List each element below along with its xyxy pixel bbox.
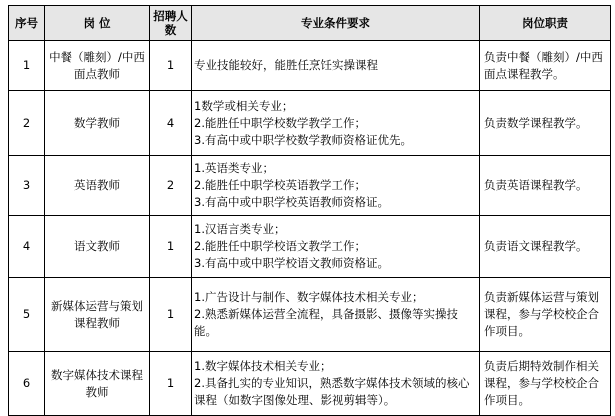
requirement-line: 1.汉语言类专业； — [194, 222, 286, 236]
row-index: 3 — [9, 156, 45, 216]
row-index: 2 — [9, 91, 45, 156]
row-count: 1 — [150, 41, 192, 91]
row-index: 5 — [9, 278, 45, 352]
row-count: 4 — [150, 91, 192, 156]
row-position: 语文教师 — [45, 216, 150, 278]
row-position: 中餐（雕刻）/中西面点教师 — [45, 41, 150, 91]
row-duties: 负责中餐（雕刻）/中西面点课程教学。 — [480, 41, 611, 91]
row-requirements — [192, 91, 480, 156]
header-count: 招聘人数 — [150, 6, 192, 41]
table-row — [9, 216, 611, 278]
table-row — [9, 41, 611, 91]
row-position: 新媒体运营与策划课程教师 — [45, 278, 150, 352]
requirement-line: 1数学或相关专业； — [194, 98, 294, 113]
row-duties: 负责后期特效制作相关课程，参与学校校企合作项目。 — [480, 352, 611, 416]
row-requirements — [192, 278, 480, 352]
requirement-line: 2.能胜任中职学校语文教学工作； — [194, 239, 366, 253]
header-position: 岗 位 — [45, 6, 150, 41]
row-requirements — [192, 156, 480, 216]
recruitment-table — [8, 5, 611, 416]
header-requirements: 专业条件要求 — [192, 6, 480, 41]
table-row — [9, 278, 611, 352]
header-duties: 岗位职责 — [480, 6, 611, 41]
table-row — [9, 156, 611, 216]
requirement-line: 2.能胜任中职学校数学教学工作； — [194, 115, 366, 130]
requirement-line: 专业技能较好，能胜任烹饪实操课程 — [194, 58, 378, 72]
row-position: 数学教师 — [45, 91, 150, 156]
table-row — [9, 91, 611, 156]
row-position: 数字媒体技术课程教师 — [45, 352, 150, 416]
requirement-line: 3.有高中或中职学校语文教师资格证。 — [194, 256, 389, 270]
requirement-line: 3.有高中或中职学校数学教师资格证优先。 — [194, 132, 412, 147]
requirement-line: 3.有高中或中职学校英语教师资格证。 — [194, 195, 389, 209]
row-requirements — [192, 41, 480, 91]
requirement-line: 1.英语类专业； — [194, 161, 274, 175]
recruitment-table-container — [8, 5, 611, 416]
row-index: 4 — [9, 216, 45, 278]
table-header-row — [9, 6, 611, 41]
row-index: 6 — [9, 352, 45, 416]
requirement-line: 1.数字媒体技术相关专业； — [194, 359, 332, 373]
row-count: 1 — [150, 352, 192, 416]
row-count: 1 — [150, 278, 192, 352]
requirement-line: 2.能胜任中职学校英语教学工作； — [194, 178, 366, 192]
row-duties: 负责数学课程教学。 — [480, 91, 611, 156]
row-duties: 负责英语课程教学。 — [480, 156, 611, 216]
row-index: 1 — [9, 41, 45, 91]
requirement-line: 1.广告设计与制作、数字媒体技术相关专业； — [194, 290, 424, 304]
row-requirements — [192, 352, 480, 416]
header-index: 序号 — [9, 6, 45, 41]
requirement-line: 2.具备扎实的专业知识，熟悉数字媒体技术领域的核心课程（如数字图像处理、影视剪辑等）。 — [194, 376, 470, 407]
row-count: 1 — [150, 216, 192, 278]
row-position: 英语教师 — [45, 156, 150, 216]
requirement-line: 2.熟悉新媒体运营全流程，具备摄影、摄像等实操技能。 — [194, 307, 458, 338]
row-duties: 负责新媒体运营与策划课程，参与学校校企合作项目。 — [480, 278, 611, 352]
row-requirements — [192, 216, 480, 278]
row-duties: 负责语文课程教学。 — [480, 216, 611, 278]
table-row — [9, 352, 611, 416]
row-count: 2 — [150, 156, 192, 216]
